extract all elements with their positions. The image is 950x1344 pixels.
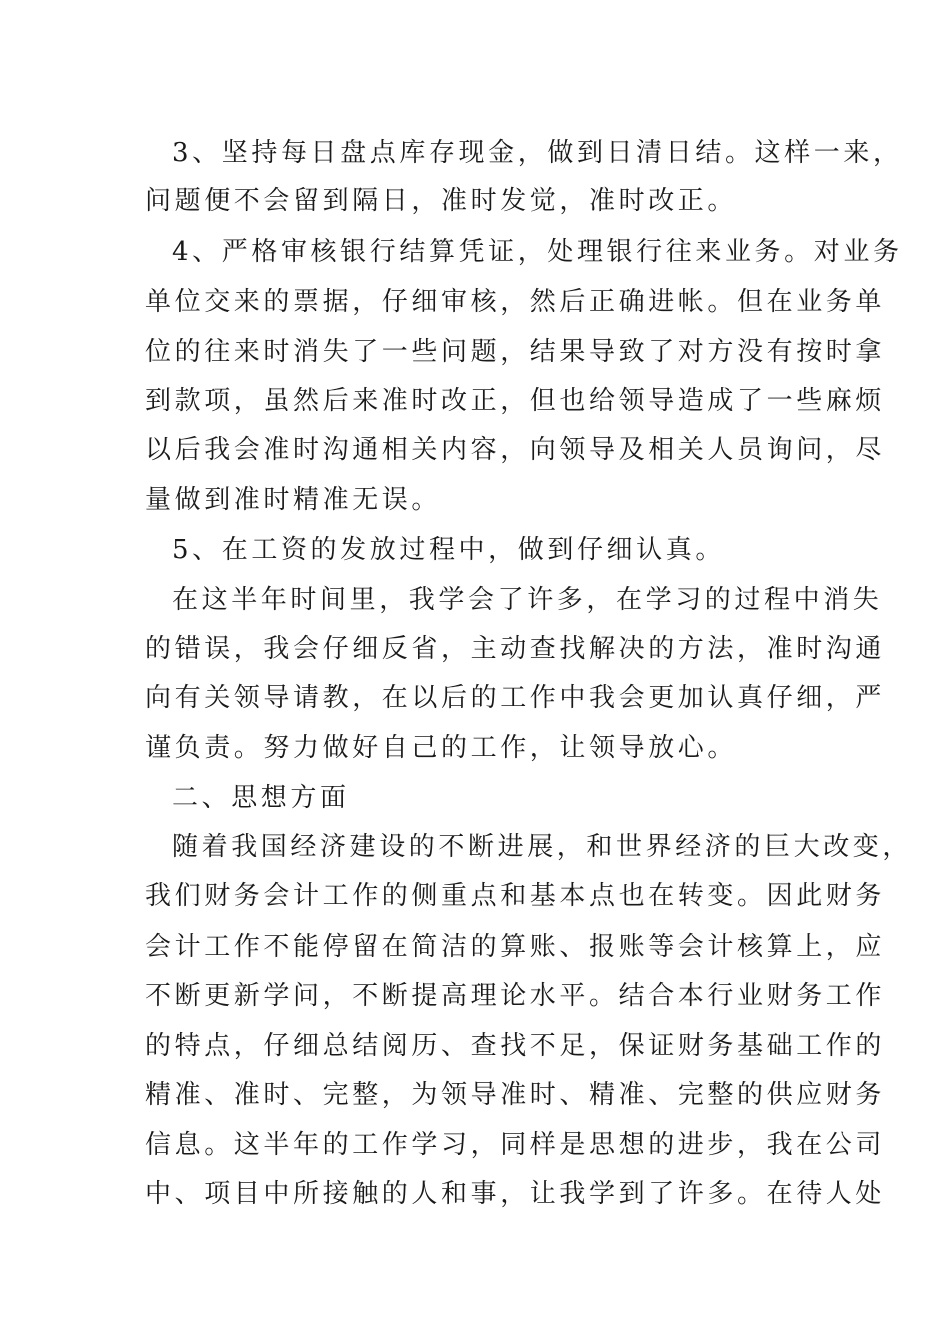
- text-line: 4、严格审核银行结算凭证，处理银行往来业务。对业务: [172, 237, 903, 267]
- text-line: 在这半年时间里，我学会了许多，在学习的过程中消失: [172, 585, 883, 615]
- text-line: 随着我国经济建设的不断进展，和世界经济的巨大改变，: [172, 832, 913, 862]
- text-line: 的特点，仔细总结阅历、查找不足，保证财务基础工作的: [145, 1031, 886, 1061]
- text-line: 到款项，虽然后来准时改正，但也给领导造成了一些麻烦: [145, 386, 886, 416]
- text-line: 量做到准时精准无误。: [145, 485, 442, 515]
- text-line: 3、坚持每日盘点库存现金，做到日清日结。这样一来，: [172, 138, 903, 168]
- text-line: 谨负责。努力做好自己的工作，让领导放心。: [145, 733, 738, 763]
- text-line: 5、在工资的发放过程中，做到仔细认真。: [172, 535, 725, 565]
- text-line: 位的往来时消失了一些问题，结果导致了对方没有按时拿: [145, 337, 886, 367]
- text-line: 不断更新学问，不断提高理论水平。结合本行业财务工作: [145, 981, 886, 1011]
- text-line: 以后我会准时沟通相关内容，向领导及相关人员询问，尽: [145, 435, 886, 465]
- text-line: 单位交来的票据，仔细审核，然后正确进帐。但在业务单: [145, 287, 886, 317]
- text-line: 问题便不会留到隔日，准时发觉，准时改正。: [145, 186, 738, 216]
- text-line: 会计工作不能停留在简洁的算账、报账等会计核算上，应: [145, 932, 886, 962]
- text-line: 向有关领导请教，在以后的工作中我会更加认真仔细，严: [145, 683, 886, 713]
- text-line: 中、项目中所接触的人和事，让我学到了许多。在待人处: [145, 1179, 886, 1209]
- text-line: 的错误，我会仔细反省，主动查找解决的方法，准时沟通: [145, 634, 886, 664]
- text-line: 我们财务会计工作的侧重点和基本点也在转变。因此财务: [145, 881, 886, 911]
- text-line: 信息。这半年的工作学习，同样是思想的进步，我在公司: [145, 1130, 886, 1160]
- text-line: 精准、准时、完整，为领导准时、精准、完整的供应财务: [145, 1080, 886, 1110]
- section-heading: 二、思想方面: [172, 783, 350, 813]
